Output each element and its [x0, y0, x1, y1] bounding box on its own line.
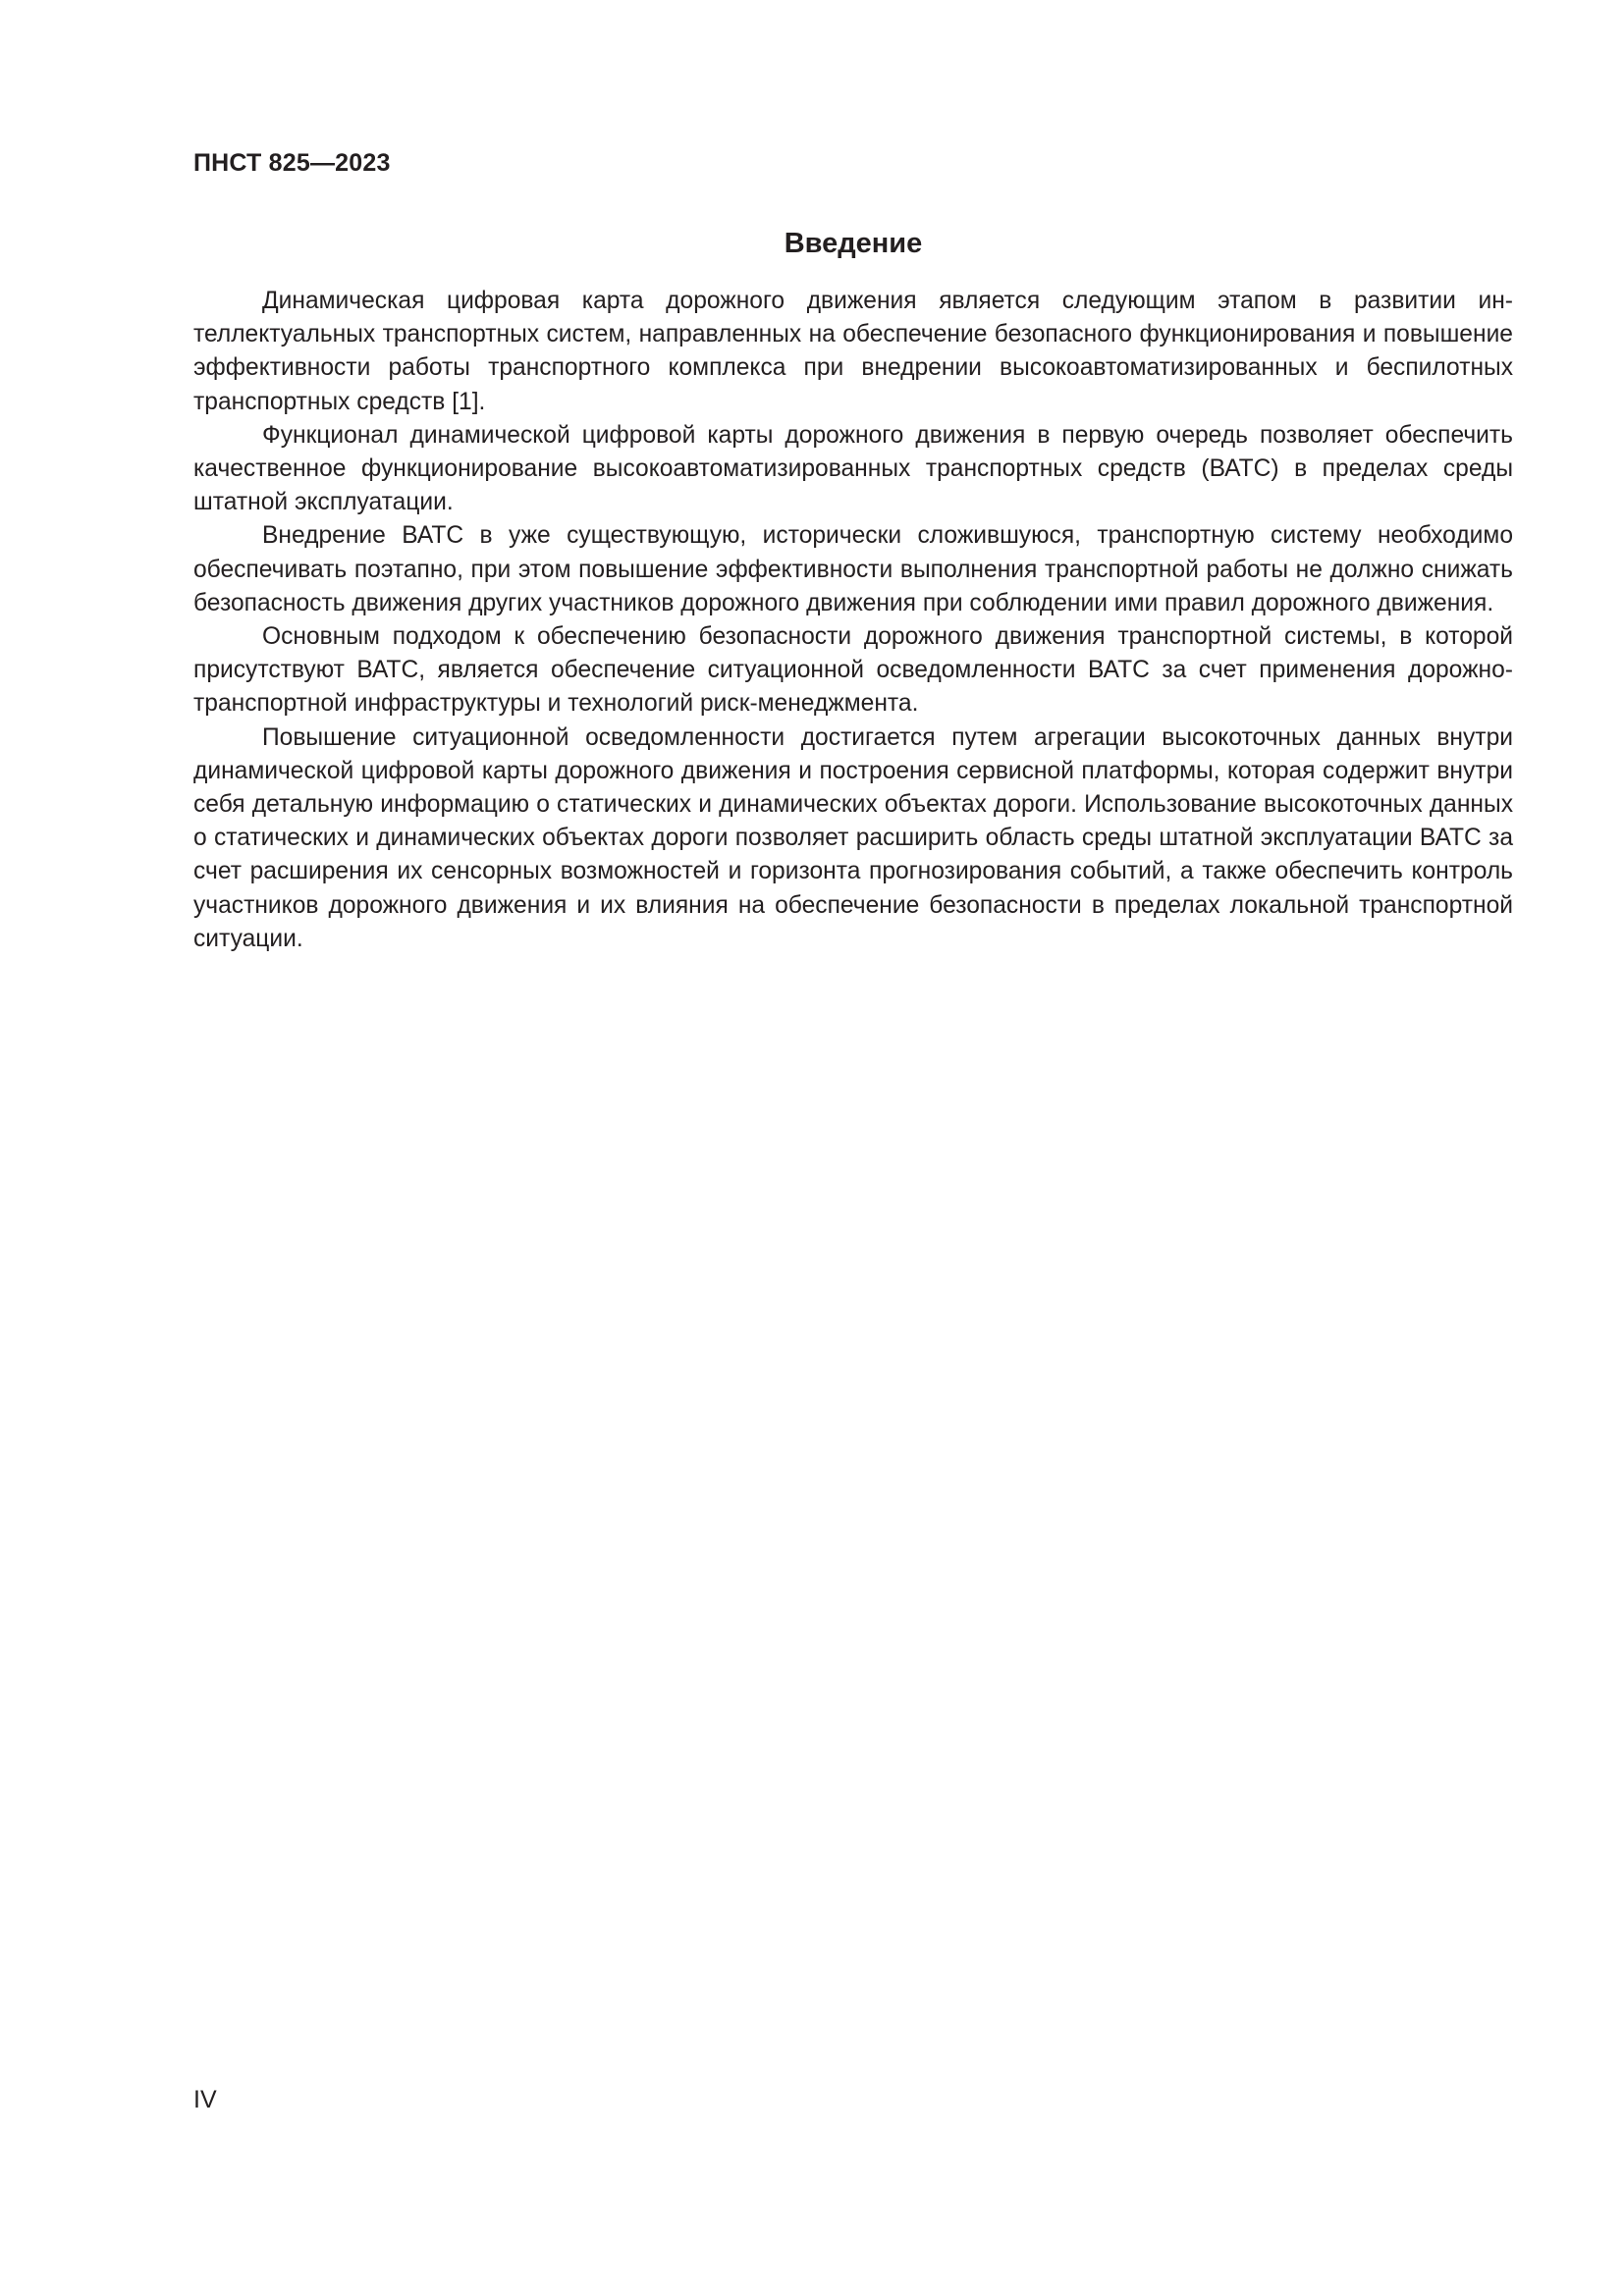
- paragraph: Внедрение ВАТС в уже существующую, исторически сложившуюся, транспортную систему необходимо обеспечивать поэтапно, при этом повышение эффективности выполнения транспортной работы не должно снижать безопасность движения других участников дорожного движения при соблюдении ими правил дорожного движения.: [193, 522, 1513, 616]
- section-title: Введение: [784, 228, 923, 259]
- page-number: IV: [193, 2086, 217, 2113]
- introduction-body: [193, 285, 1513, 956]
- paragraph: Функционал динамической цифровой карты дорожного движения в первую очередь позволяет обеспечить качественное функционирование высокоавтоматизированных транспортных средств (ВАТС) в пределах среды штатной эксплуатации.: [193, 421, 1513, 516]
- paragraph: Повышение ситуационной осведомленности достигается путем агрегации высокоточных данных внутри динамической цифровой карты дорожного движения и построения сервисной платформы, которая содержит внутри себя детальную информацию о статических и динамических объектах дороги. Использование высокоточных данных о статических и динамических объектах дороги позволяет расширить область среды штатной эксплуатации ВАТС за счет расширения их сенсорных возможностей и горизонта прогнозирования событий, а также обеспечить контроль участников дорожного движения и их влияния на обеспечение безопасности в пределах локальной транспортной ситуации.: [193, 723, 1513, 952]
- paragraph: Динамическая цифровая карта дорожного движения является следующим этапом в развитии интеллектуальных транспортных систем, направленных на обеспечение безопасного функционирования и повышение эффективности работы транспортного комплекса при внедрении высокоавтоматизированных и беспилотных транспортных средств [1].: [193, 288, 1513, 415]
- document-code: ПНСТ 825—2023: [193, 149, 391, 177]
- paragraph: Основным подходом к обеспечению безопасности дорожного движения транспортной системы, в которой присутствуют ВАТС, является обеспечение ситуационной осведомленности ВАТС за счет применения дорожно-транспортной инфраструктуры и технологий риск-менеджмента.: [193, 623, 1513, 718]
